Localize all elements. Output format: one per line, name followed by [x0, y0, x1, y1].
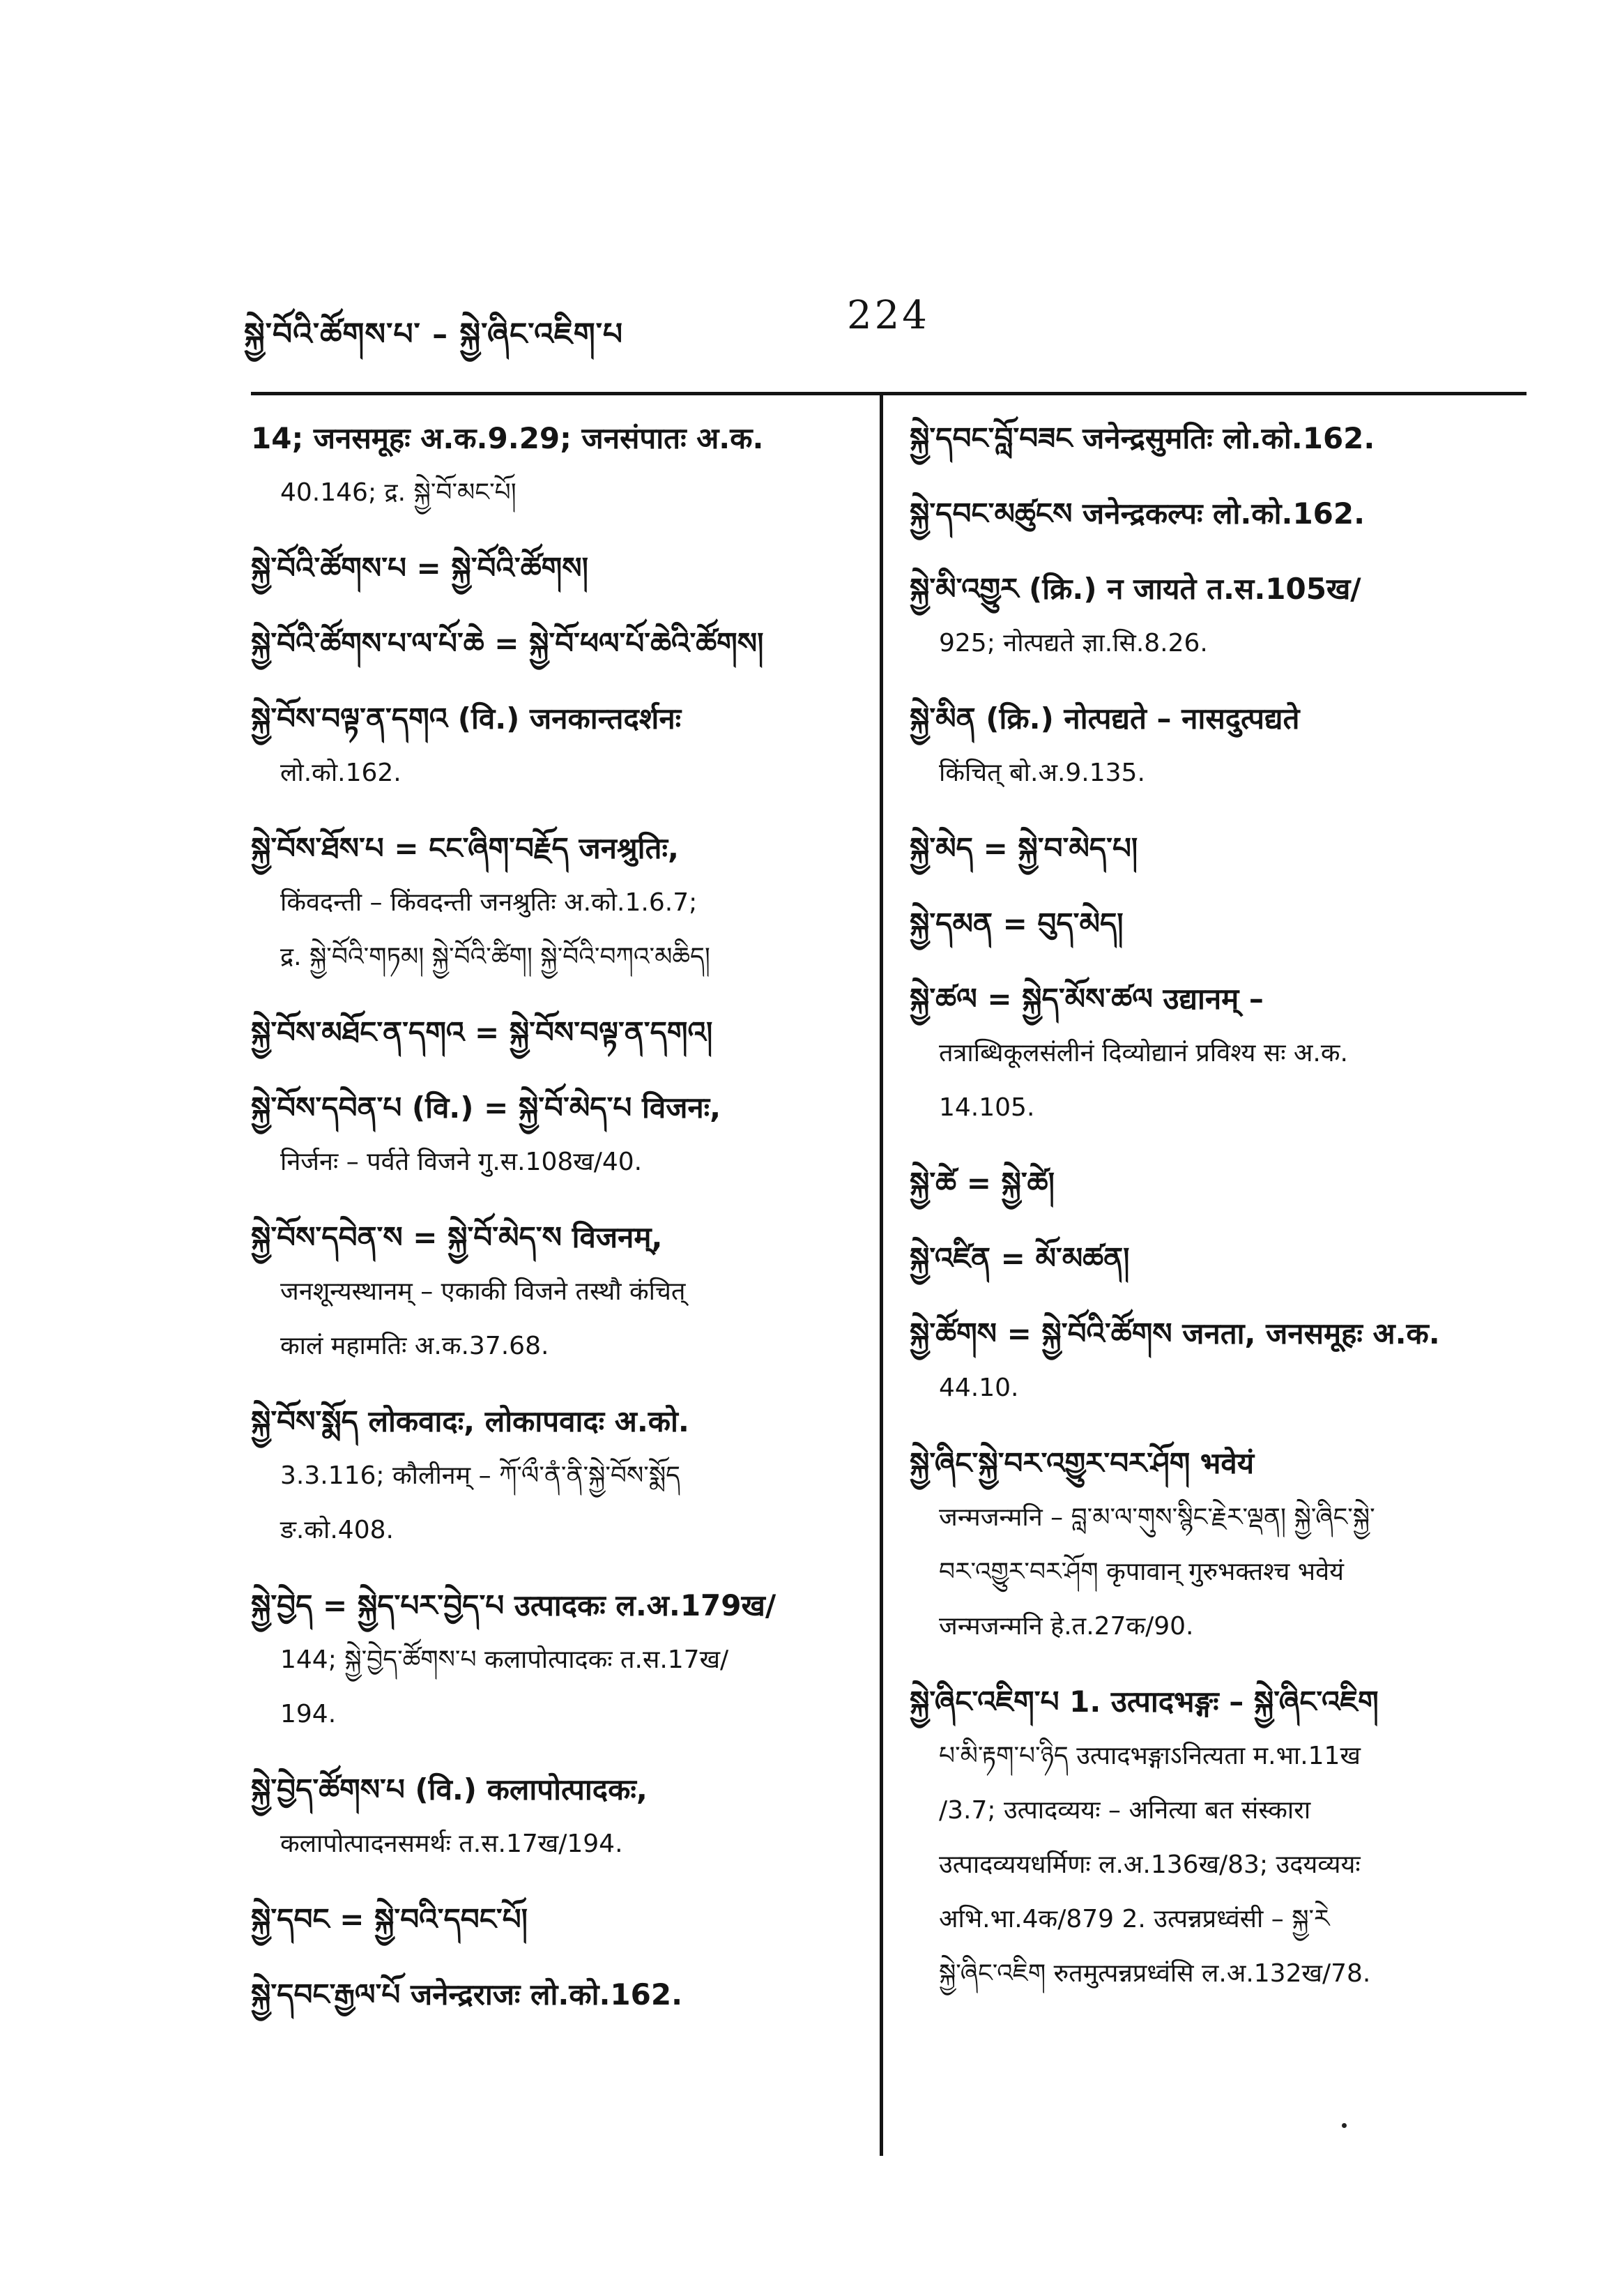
- dictionary-entry: [910, 972, 1523, 1135]
- entry-headword-line: སྐྱེ་བོས་དབེན་པ (वि.) = སྐྱེ་བོ་མེད་པ विजनः,: [251, 1090, 721, 1125]
- entry-headword-line: སྐྱེ་དབང = སྐྱེ་བའི་དབང་པོ།: [251, 1902, 528, 1936]
- entry-headword-line: སྐྱེ་བོས་ཐོས་པ = ངང་ཞིག་བརྗོད जनश्रुतिः,: [251, 831, 679, 865]
- dictionary-entry: [910, 1307, 1523, 1415]
- entry-continuation-line: द्र. སྐྱེ་བོའི་གཏམ། སྐྱེ་བོའི་ཚིག། སྐྱེ་བོའི་བཀའ་མཆིད།: [280, 943, 710, 971]
- dictionary-entry: [251, 616, 843, 671]
- entry-continuation-line: 3.3.116; कौलीनम् – ཀོ་ལྀ་ནཾ་ནི་སྐྱེ་བོས་སྨོད: [280, 1461, 680, 1490]
- dictionary-entry: [910, 1675, 1523, 2001]
- dictionary-entry: [251, 692, 843, 800]
- dictionary-entry: [910, 1156, 1523, 1210]
- running-header: སྐྱེ་བོའི་ཚོགས་པ་ – སྐྱེ་ཞིང་འཇིག་པ: [244, 317, 624, 352]
- dictionary-entry: [251, 541, 843, 595]
- entry-headword-line: སྐྱེ་ཚལ = སྐྱེད་མོས་ཚལ उद्यानम् –: [910, 982, 1264, 1016]
- dictionary-entry: [251, 1968, 843, 2022]
- entry-headword-line: སྐྱེ་བོའི་ཚོགས་པ = སྐྱེ་བོའི་ཚོགས།: [251, 551, 588, 585]
- entry-continuation-line: निर्जनः – पर्वते विजने गु.स.108ख/40.: [280, 1148, 643, 1176]
- dictionary-entry: [910, 411, 1523, 466]
- dictionary-entry: [251, 1005, 843, 1060]
- header-rule: [251, 392, 1527, 395]
- dictionary-entry: [251, 821, 843, 984]
- entry-headword-line: སྐྱེ་བོས་དབེན་ས = སྐྱེ་བོ་མེད་ས विजनम्,: [251, 1220, 663, 1254]
- dictionary-entry: [910, 487, 1523, 541]
- dictionary-entry: [251, 1892, 843, 1947]
- dictionary-entry: [251, 1210, 843, 1374]
- entry-headword-line: སྐྱེ་བོས་སྨོད लोकवादः, लोकापवादः अ.को.: [251, 1404, 689, 1438]
- entry-continuation-line: སྐྱེ་ཞིང་འཇིག रुतमुत्पन्नप्रध्वंसि ल.अ.132ख/78.: [939, 1959, 1371, 1988]
- entry-continuation-line: 925; नोत्पद्यते ज्ञा.सि.8.26.: [939, 629, 1208, 657]
- entry-headword-line: སྐྱེ་བོའི་ཚོགས་པ་ལ་པོ་ཆེ = སྐྱེ་བོ་ཕལ་པོ་ཆེའི་ཚོགས།: [251, 626, 764, 660]
- left-column: [251, 411, 843, 2043]
- column-divider: [880, 392, 883, 2156]
- page-number: 224: [847, 293, 930, 338]
- entry-continuation-line: 40.146; द्र. སྐྱེ་བོ་མང་པོ།: [280, 478, 517, 507]
- dictionary-entry: [910, 692, 1523, 800]
- entry-headword-line: སྐྱེ་བོས་མཐོང་ན་དགའ = སྐྱེ་བོས་བལྟ་ན་དགའ།: [251, 1015, 713, 1049]
- entry-continuation-line: अभि.भा.4क/879 2. उत्पन्नप्रध्वंसी – སྐྱ་རེ: [939, 1905, 1330, 1933]
- entry-headword-line: སྐྱེ་ཞིང་སྐྱེ་བར་འགྱུར་བར་ཤོག भवेयं: [910, 1446, 1255, 1480]
- dictionary-entry: [251, 1579, 843, 1742]
- entry-headword-line: སྐྱེ་བྱེད་ཚོགས་པ (वि.) कलापोत्पादकः,: [251, 1772, 648, 1807]
- dictionary-entry: [251, 411, 843, 520]
- entry-continuation-line: 144; སྐྱེ་བྱེད་ཚོགས་པ कलापोत्पादकः त.स.17ख/: [280, 1645, 729, 1674]
- entry-continuation-line: བར་འགྱུར་བར་ཤོག कृपावान् गुरुभक्तश्च भवेयं: [939, 1558, 1344, 1586]
- speck-mark: [1342, 2123, 1347, 2128]
- entry-headword-line: སྐྱེ་མིན (क्रि.) नोत्पद्यते – नासदुत्पद्यते: [910, 701, 1300, 736]
- entry-continuation-line: किंवदन्ती – किंवदन्ती जनश्रुतिः अ.को.1.6.7;: [280, 888, 698, 917]
- entry-continuation-line: कलापोत्पादनसमर्थः त.स.17ख/194.: [280, 1830, 623, 1858]
- entry-headword-line: སྐྱེ་བོས་བལྟ་ན་དགའ (वि.) जनकान्तदर्शनः: [251, 701, 682, 736]
- entry-continuation-line: 44.10.: [939, 1374, 1019, 1402]
- entry-headword-line: སྐྱེ་བྱེད = སྐྱེད་པར་བྱེད་པ उत्पादकः ल.अ.179ख/: [251, 1588, 776, 1622]
- entry-headword-line: སྐྱེ་དབང་བློ་བཟང जनेन्द्रसुमतिः लो.को.162.: [910, 421, 1375, 455]
- right-column: [910, 411, 1523, 2022]
- dictionary-entry: [251, 1763, 843, 1871]
- dictionary-entry: [910, 1231, 1523, 1286]
- entry-continuation-line: जन्मजन्मनि हे.त.27क/90.: [939, 1612, 1194, 1641]
- dictionary-entry: [910, 1436, 1523, 1654]
- entry-headword-line: སྐྱེ་དབང་མཚུངས जनेन्द्रकल्पः लो.को.162.: [910, 496, 1365, 531]
- dictionary-entry: [251, 1081, 843, 1189]
- entry-headword-line: སྐྱེ་མེད = སྐྱེ་བ་མེད་པ།: [910, 831, 1138, 865]
- entry-headword-line: སྐྱེ་དབང་རྒྱལ་པོ जनेन्द्रराजः लो.को.162.: [251, 1977, 683, 2012]
- entry-continuation-line: ङ.को.408.: [280, 1516, 394, 1544]
- entry-headword-line: སྐྱེ་དམན = བུད་མེད།: [910, 906, 1124, 941]
- entry-continuation-line: 14.105.: [939, 1093, 1035, 1122]
- entry-continuation-line: /3.7; उत्पादव्ययः – अनित्या बत संस्कारा: [939, 1796, 1311, 1825]
- entry-continuation-line: उत्पादव्ययधर्मिणः ल.अ.136ख/83; उदयव्ययः: [939, 1850, 1361, 1879]
- dictionary-entry: [910, 821, 1523, 876]
- entry-headword-line: སྐྱེ་ཞིང་འཇིག་པ 1. उत्पादभङ्गः – སྐྱེ་ཞིང་འཇིག: [910, 1685, 1379, 1719]
- entry-continuation-line: जनशून्यस्थानम् – एकाकी विजने तस्थौ कंचित्: [280, 1277, 686, 1306]
- dictionary-entry: [910, 562, 1523, 671]
- entry-continuation-line: 194.: [280, 1700, 337, 1728]
- entry-continuation-line: किंचित् बो.अ.9.135.: [939, 759, 1145, 787]
- entry-continuation-line: जन्मजन्मनि – བླ་མ་ལ་གུས་སྙིང་རྗེར་ལྡན། སྐྱེ་ཞིང་སྐྱེ་: [939, 1503, 1375, 1532]
- entry-headword-line: སྐྱེ་ཚེ = སྐྱེ་ཚེ།: [910, 1166, 1055, 1200]
- entry-headword-line: སྐྱེ་འཛིན = མོ་མཚན།: [910, 1241, 1130, 1275]
- entry-continuation-line: कालं महामतिः अ.क.37.68.: [280, 1332, 549, 1360]
- entry-continuation-line: लो.को.162.: [280, 759, 401, 787]
- dictionary-entry: [910, 897, 1523, 951]
- entry-headword-line: སྐྱེ་ཚོགས = སྐྱེ་བོའི་ཚོགས जनता, जनसमूहः अ.क.: [910, 1316, 1440, 1351]
- entry-continuation-line: तत्राब्धिकूलसंलीनं दिव्योद्यानं प्रविश्य सः अ.क.: [939, 1039, 1348, 1067]
- entry-headword-line: སྐྱེ་མི་འགྱུར (क्रि.) न जायते त.स.105ख/: [910, 572, 1361, 606]
- entry-headword-line: 14; जनसमूहः अ.क.9.29; जनसंपातः अ.क.: [251, 421, 764, 455]
- entry-continuation-line: པ་མི་རྟག་པ་ཉིད उत्पादभङ्गाऽनित्यता म.भा.11ख: [939, 1742, 1361, 1770]
- dictionary-entry: [251, 1394, 843, 1558]
